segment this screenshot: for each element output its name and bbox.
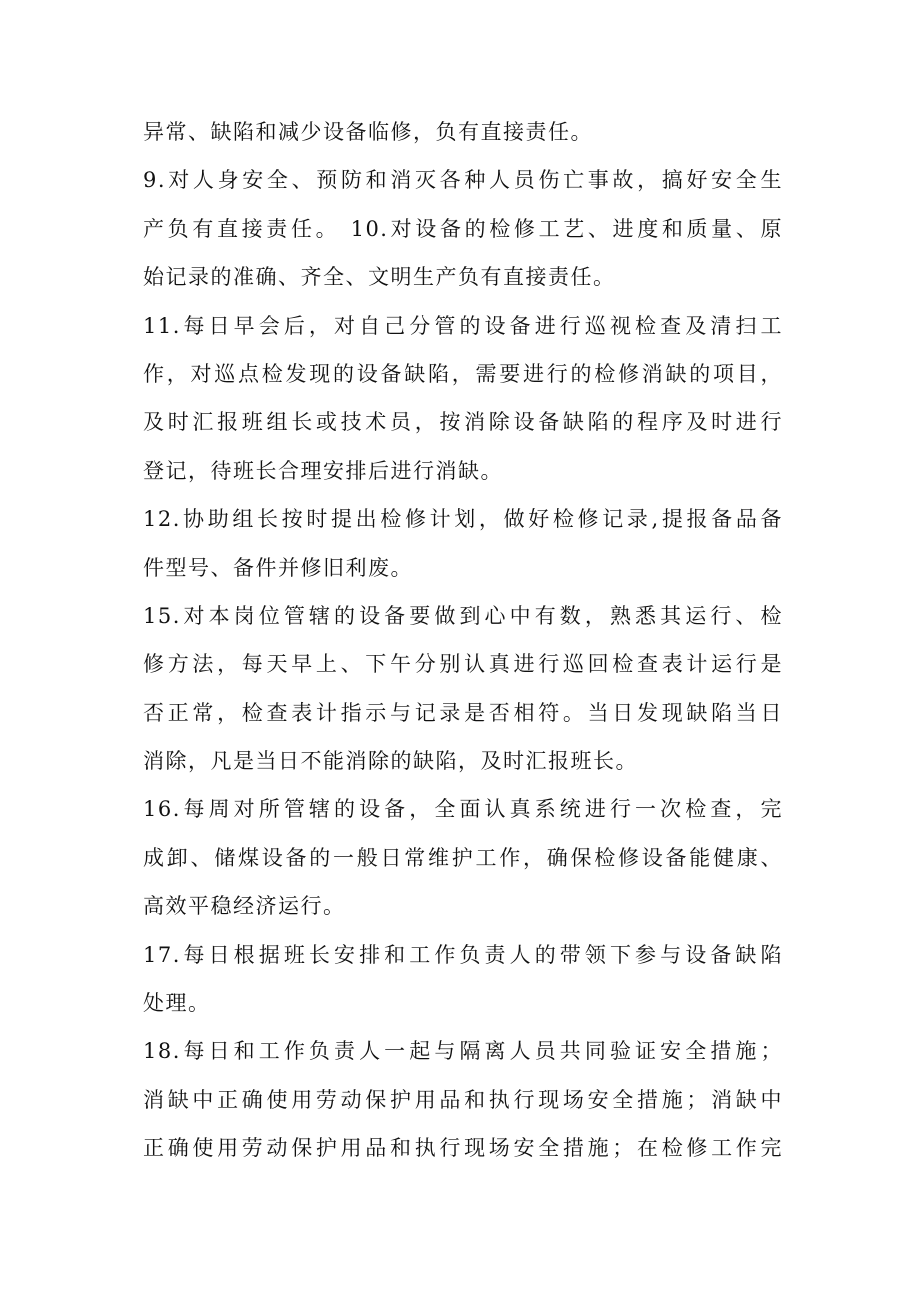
text-line: 及时汇报班组长或技术员，按消除设备缺陷的程序及时进行 bbox=[143, 410, 783, 435]
text-line: 否正常，检查表计指示与记录是否相符。当日发现缺陷当日 bbox=[143, 700, 783, 725]
text-line: 17.每日根据班长安排和工作负责人的带领下参与设备缺陷 bbox=[143, 942, 783, 967]
text-line: 18.每日和工作负责人一起与隔离人员共同验证安全措施； bbox=[143, 1039, 783, 1064]
text-line: 16.每周对所管辖的设备，全面认真系统进行一次检查，完 bbox=[143, 797, 783, 822]
text-line: 修方法，每天早上、下午分别认真进行巡回检查表计运行是 bbox=[143, 652, 783, 677]
text-line: 处理。 bbox=[143, 991, 211, 1016]
text-line: 消缺中正确使用劳动保护用品和执行现场安全措施；消缺中 bbox=[143, 1087, 783, 1112]
text-line: 成卸、储煤设备的一般日常维护工作，确保检修设备能健康、 bbox=[143, 845, 783, 870]
text-line: 作，对巡点检发现的设备缺陷，需要进行的检修消缺的项目， bbox=[143, 361, 783, 386]
text-line: 正确使用劳动保护用品和执行现场安全措施；在检修工作完 bbox=[143, 1136, 783, 1161]
text-line: 12.协助组长按时提出检修计划，做好检修记录,提报备品备 bbox=[143, 507, 783, 532]
text-line: 始记录的准确、齐全、文明生产负有直接责任。 bbox=[143, 265, 616, 290]
text-line: 异常、缺陷和减少设备临修，负有直接责任。 bbox=[143, 120, 593, 144]
text-line: 11.每日早会后，对自己分管的设备进行巡视检查及清扫工 bbox=[143, 313, 783, 338]
text-line: 9.对人身安全、预防和消灭各种人员伤亡事故，搞好安全生 bbox=[143, 168, 783, 193]
document-body bbox=[143, 108, 783, 1173]
text-line: 15.对本岗位管辖的设备要做到心中有数，熟悉其运行、检 bbox=[143, 603, 783, 628]
text-line: 高效平稳经济运行。 bbox=[143, 894, 346, 919]
text-line: 登记，待班长合理安排后进行消缺。 bbox=[143, 458, 503, 483]
text-line: 产负有直接责任。 10.对设备的检修工艺、进度和质量、原 bbox=[143, 216, 783, 241]
text-line: 消除，凡是当日不能消除的缺陷，及时汇报班长。 bbox=[143, 749, 638, 774]
text-line: 件型号、备件并修旧利废。 bbox=[143, 555, 413, 580]
